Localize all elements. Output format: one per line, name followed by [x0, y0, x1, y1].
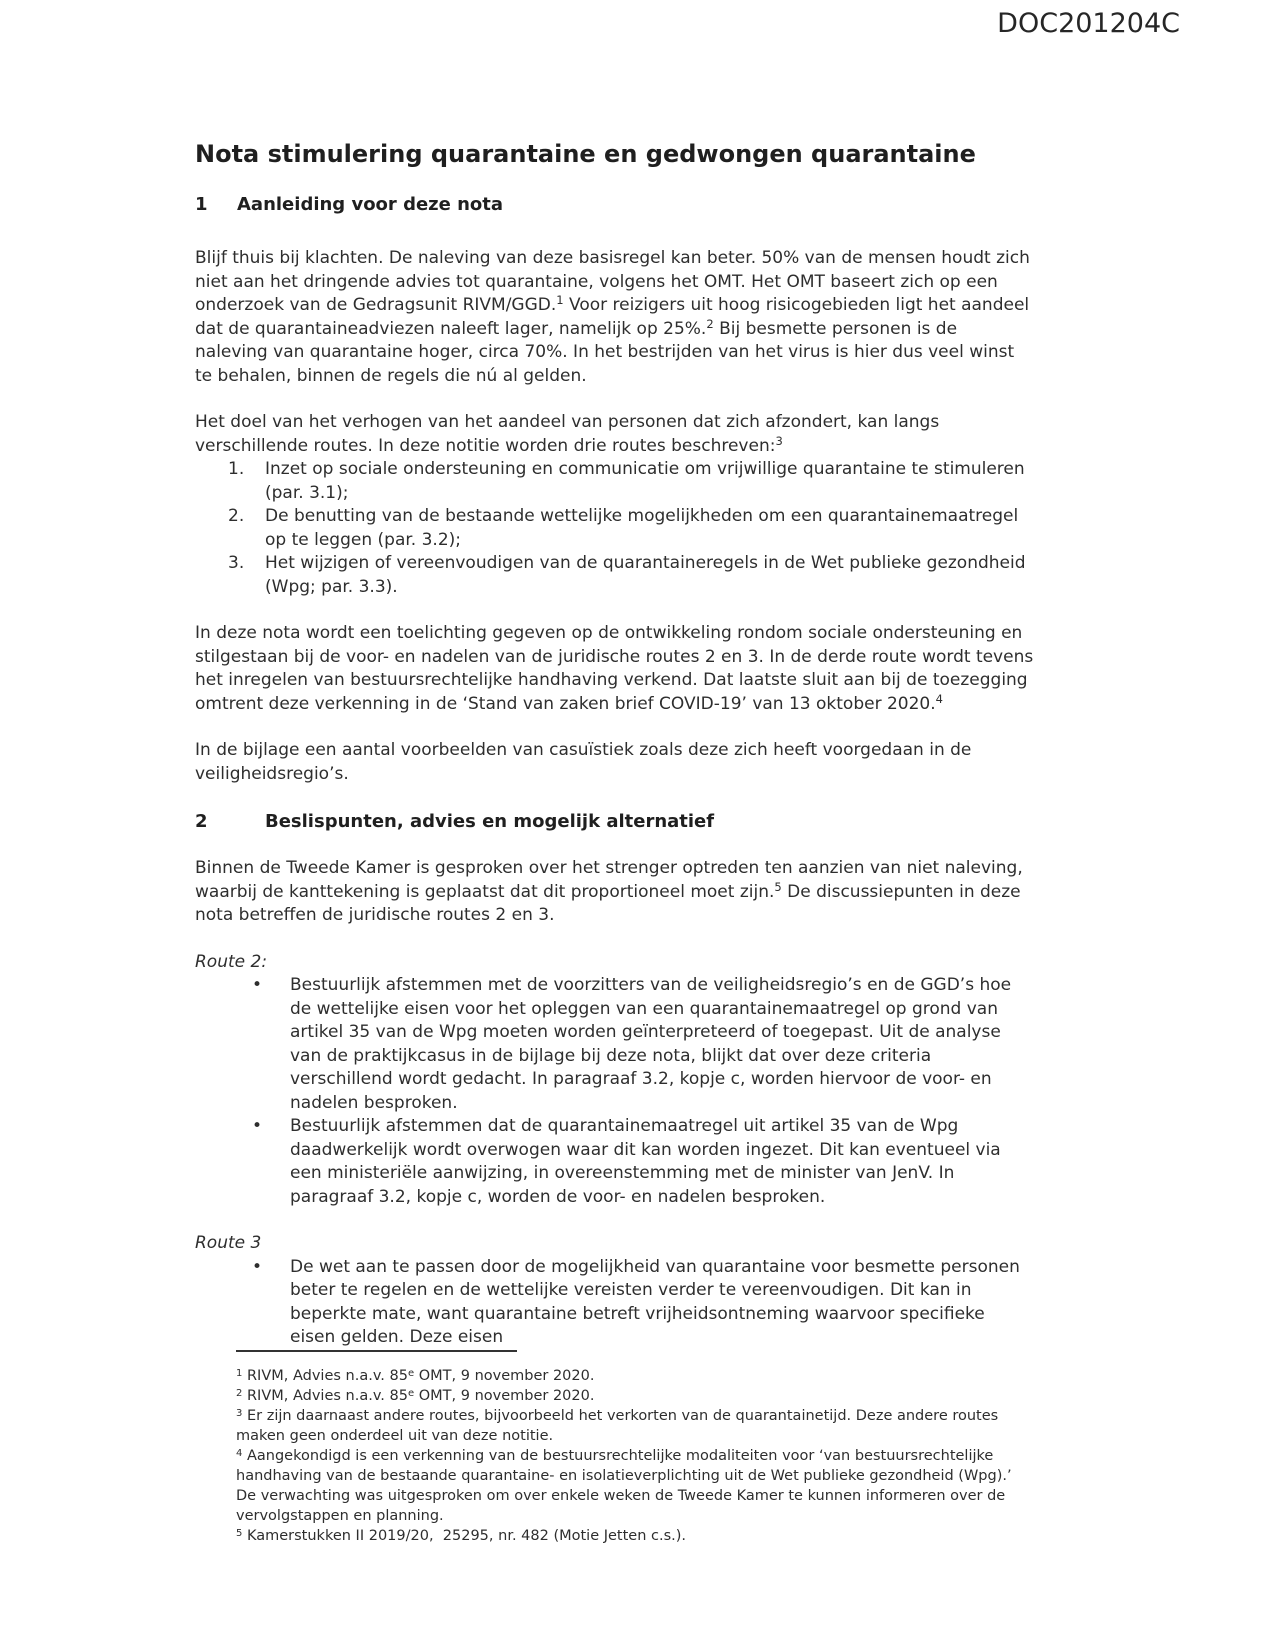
paragraph-1-text: Bij besmette personen is de naleving van quarantaine hoger, circa 70%. In het bestrijden van het virus is hier dus veel winst te behalen, binnen de regels die nú al gelden. [195, 318, 1015, 386]
footnote-ref-4: 4 [935, 691, 943, 706]
bullet-marker: • [252, 1256, 263, 1277]
page-title: Nota stimulering quarantaine en gedwongen quarantaine [195, 140, 976, 168]
paragraph-1-text: Blijf thuis bij klachten. De naleving van deze basisregel kan beter. 50% van de mensen houdt zich niet aan het dringende advies tot quarantaine, volgens het OMT. Het OMT baseert zich op een onderzoek van de Gedragsunit RIVM/GGD. [195, 248, 1030, 315]
paragraph-5 [195, 857, 1035, 928]
section-1-number: 1 [195, 194, 208, 215]
list-item-text: De benutting van de bestaande wettelijke mogelijkheden om een quarantainemaatregel op te leggen (par. 3.2); [265, 506, 1019, 550]
superscript-e: e [407, 1367, 415, 1379]
numbered-list [195, 458, 1035, 599]
footnote-text: Aangekondigd is een verkenning van de bestuursrechtelijke modaliteiten voor ‘van bestuursrechtelijke handhaving van de bestaande quarantaine- en isolatieverplichting uit de Wet publieke gezondheid (Wpg).’ De verwachting was uitgesproken om over enkele weken de Tweede Kamer te kunnen informeren over de vervolgstappen en planning. [236, 1447, 1012, 1524]
paragraph-2-text: Het doel van het verhogen van het aandeel van personen dat zich afzondert, kan langs verschillende routes. In deze notitie worden drie routes beschreven: [195, 412, 940, 456]
paragraph-1 [195, 247, 1035, 388]
footnote-marker: 1 [236, 1367, 243, 1379]
paragraph-3 [195, 622, 1035, 716]
footnote-ref-1: 1 [556, 293, 564, 307]
footnote-text: RIVM, Advies n.a.v. 85 [242, 1367, 408, 1384]
route-2-label: Route 2: [195, 951, 268, 972]
paragraph-2 [195, 411, 1035, 458]
footnote-marker: 2 [236, 1387, 243, 1399]
route-3-label: Route 3 [195, 1233, 262, 1253]
footnote-5 [236, 1526, 1036, 1546]
paragraph-5-text: Binnen de Tweede Kamer is gesproken over het strenger optreden ten aanzien van niet naleving, waarbij de kanttekening is geplaatst dat dit proportioneel moet zijn. [195, 858, 1023, 902]
paragraph-3-text: In deze nota wordt een toelichting gegeven op de ontwikkeling rondom sociale ondersteuning en stilgestaan bij de voor- en nadelen van de juridische routes 2 en 3. In de derde route wordt tevens het inregelen van bestuursrechtelijke handhaving verkend. Dat laatste sluit aan bij de toezegging omtrent deze verkenning in de ‘Stand van zaken brief COVID-19’ van 13 oktober 2020. [195, 623, 1034, 714]
list-item-text: Bestuurlijk afstemmen met de voorzitters van de veiligheidsregio’s en de GGD’s hoe de wettelijke eisen voor het opleggen van een quarantainemaatregel op grond van artikel 35 van de Wpg moeten worden geïnterpreteerd of toegepast. Uit de analyse van de praktijkcasus in de bijlage bij deze nota, blijkt dat over deze criteria verschillend wordt gedacht. In paragraaf 3.2, kopje c, worden hiervoor de voor- en nadelen besproken. [290, 975, 1012, 1113]
bullet-marker: • [252, 1116, 263, 1136]
footnote-ref-5: 5 [774, 879, 782, 894]
footnote-marker: 4 [236, 1447, 243, 1459]
section-1-heading-text: Aanleiding voor deze nota [237, 194, 504, 215]
paragraph-1-text: Voor reizigers uit hoog risicogebieden ligt het aandeel dat de quarantaineadviezen naleeft lager, namelijk op 25%. [195, 295, 1030, 339]
footnote-ref-2: 2 [706, 316, 714, 331]
list-item [195, 505, 1035, 552]
route-2-bullet-list [195, 974, 1035, 1209]
list-item [195, 974, 1035, 1115]
footnote-2 [236, 1386, 1036, 1406]
footnote-text: OMT, 9 november 2020. [414, 1387, 595, 1404]
section-2-heading-text: Beslispunten, advies en mogelijk alternatief [265, 811, 715, 832]
list-item-text: De wet aan te passen door de mogelijkheid van quarantaine voor besmette personen beter te regelen en de wettelijke vereisten verder te vereenvoudigen. Dit kan in beperkte mate, want quarantaine betreft vrijheidsontneming waarvoor specifieke eisen gelden. Deze eisen [290, 1256, 1020, 1347]
route-3-bullet-list [195, 1256, 1035, 1350]
list-item [195, 552, 1035, 599]
paragraph-4: In de bijlage een aantal voorbeelden van casuïstiek zoals deze zich heeft voorgedaan in de veiligheidsregio’s. [195, 740, 972, 784]
list-item-text: Bestuurlijk afstemmen dat de quarantainemaatregel uit artikel 35 van de Wpg daadwerkelijk wordt overwogen waar dit kan worden ingezet. Dit kan eventueel via een ministeriële aanwijzing, in overeenstemming met de minister van JenV. In paragraaf 3.2, kopje c, worden de voor- en nadelen besproken. [290, 1116, 1001, 1207]
footnote-marker: 3 [236, 1407, 243, 1419]
bullet-marker: • [252, 975, 263, 995]
document-code: DOC201204C [997, 8, 1180, 39]
list-number: 1. [228, 459, 245, 479]
footnotes-section [236, 1350, 1036, 1650]
list-item-text: Het wijzigen of vereenvoudigen van de quarantaineregels in de Wet publieke gezondheid (Wpg; par. 3.3). [265, 553, 1026, 597]
section-2-heading [195, 810, 1035, 834]
list-item [195, 1256, 1035, 1350]
list-number: 2. [228, 506, 245, 526]
document-body [195, 40, 1035, 1350]
footnote-ref-3: 3 [775, 433, 783, 448]
footnote-text: Kamerstukken II 2019/20, 25295, nr. 482 (Motie Jetten c.s.). [242, 1527, 687, 1544]
footnote-marker: 5 [236, 1527, 243, 1539]
list-item [195, 458, 1035, 505]
list-number: 3. [228, 553, 245, 573]
footnote-text: RIVM, Advies n.a.v. 85 [242, 1387, 408, 1404]
footnote-3 [236, 1406, 1036, 1446]
paragraph-5-text: De discussiepunten in deze nota betreffen de juridische routes 2 en 3. [195, 881, 1021, 925]
section-2-number: 2 [195, 811, 208, 832]
superscript-e: e [407, 1387, 415, 1399]
footnote-4 [236, 1446, 1036, 1526]
footnote-text: Er zijn daarnaast andere routes, bijvoorbeeld het verkorten van de quarantainetijd. Deze andere routes maken geen onderdeel uit van deze notitie. [236, 1407, 999, 1444]
section-1-heading [195, 193, 1035, 217]
footnote-separator [236, 1350, 517, 1352]
list-item-text: Inzet op sociale ondersteuning en communicatie om vrijwillige quarantaine te stimuleren (par. 3.1); [265, 459, 1025, 503]
list-item [195, 1115, 1035, 1209]
footnote-text: OMT, 9 november 2020. [414, 1367, 595, 1384]
footnote-1 [236, 1366, 1036, 1386]
